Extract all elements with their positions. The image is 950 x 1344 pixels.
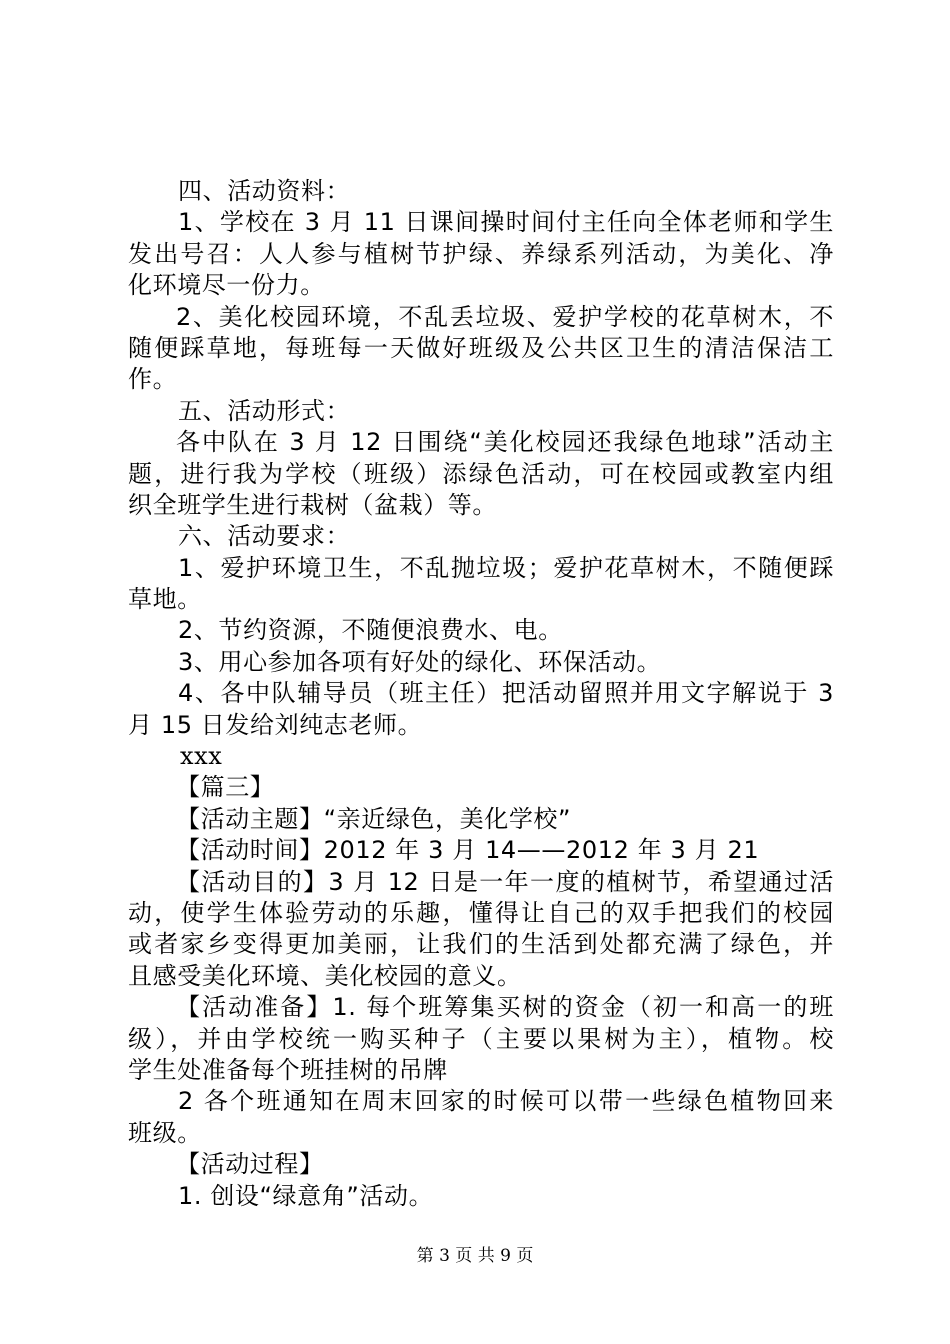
paragraph-line: 或者家乡变得更加美丽，让我们的生活到处都充满了绿色，并 xyxy=(128,930,834,959)
paragraph-line: 学生处准备每个班挂树的吊牌 xyxy=(128,1055,448,1084)
paragraph-line: 2 各个班通知在周末回家的时候可以带一些绿色植物回来 xyxy=(178,1087,834,1116)
paragraph-line: 【活动准备】1. 每个班筹集买树的资金（初一和高一的班 xyxy=(176,993,834,1022)
placeholder-text: xxx xyxy=(180,742,223,771)
paragraph-line: 作。 xyxy=(128,365,178,394)
paragraph-line: 草地。 xyxy=(128,585,202,614)
paragraph-line: 1、爱护环境卫生，不乱抛垃圾；爱护花草树木，不随便踩 xyxy=(178,553,834,582)
paragraph-line: 各中队在 3 月 12 日围绕“美化校园还我绿色地球”活动主 xyxy=(176,428,834,457)
section-heading-activity-process: 【活动过程】 xyxy=(176,1150,324,1179)
page-number-footer: 第 3 页 共 9 页 xyxy=(416,1246,534,1266)
paragraph-line: 发出号召：人人参与植树节护绿、养绿系列活动，为美化、净 xyxy=(128,239,834,268)
paragraph-line: 3、用心参加各项有好处的绿化、环保活动。 xyxy=(178,647,662,676)
paragraph-line: 织全班学生进行栽树（盆栽）等。 xyxy=(128,490,497,519)
section-heading-activity-requirements: 六、活动要求： xyxy=(178,522,351,551)
paragraph-line: 化环境尽一份力。 xyxy=(128,271,325,300)
paragraph-line: 4、各中队辅导员（班主任）把活动留照并用文字解说于 3 xyxy=(178,679,834,708)
section-heading-activity-form: 五、活动形式： xyxy=(178,396,351,425)
paragraph-line: 且感受美化环境、美化校园的意义。 xyxy=(128,961,522,990)
paragraph-line: 【活动目的】3 月 12 日是一年一度的植树节，希望通过活 xyxy=(176,867,834,896)
paragraph-line: 动，使学生体验劳动的乐趣，懂得让自己的双手把我们的校园 xyxy=(128,898,834,927)
paragraph-line: 随便踩草地，每班每一天做好班级及公共区卫生的清洁保洁工 xyxy=(128,333,834,362)
section-heading-activity-materials: 四、活动资料： xyxy=(178,177,351,205)
paragraph-line: 月 15 日发给刘纯志老师。 xyxy=(128,710,423,739)
section-heading-part-three: 【篇三】 xyxy=(176,773,275,802)
paragraph-line: 级），并由学校统一购买种子（主要以果树为主），植物。校 xyxy=(128,1024,834,1053)
paragraph-line: 2、美化校园环境，不乱丢垃圾、爱护学校的花草树木，不 xyxy=(176,302,834,331)
activity-theme: 【活动主题】“亲近绿色，美化学校” xyxy=(176,804,572,833)
paragraph-line: 题，进行我为学校（班级）添绿色活动，可在校园或教室内组 xyxy=(128,459,834,488)
paragraph-line: 1. 创设“绿意角”活动。 xyxy=(178,1181,434,1210)
activity-time: 【活动时间】2012 年 3 月 14——2012 年 3 月 21 xyxy=(176,836,760,865)
paragraph-line: 班级。 xyxy=(128,1118,202,1147)
paragraph-line: 2、节约资源，不随便浪费水、电。 xyxy=(178,616,563,645)
document-body xyxy=(128,176,834,1212)
paragraph-line: 1、学校在 3 月 11 日课间操时间付主任向全体老师和学生 xyxy=(178,208,834,237)
